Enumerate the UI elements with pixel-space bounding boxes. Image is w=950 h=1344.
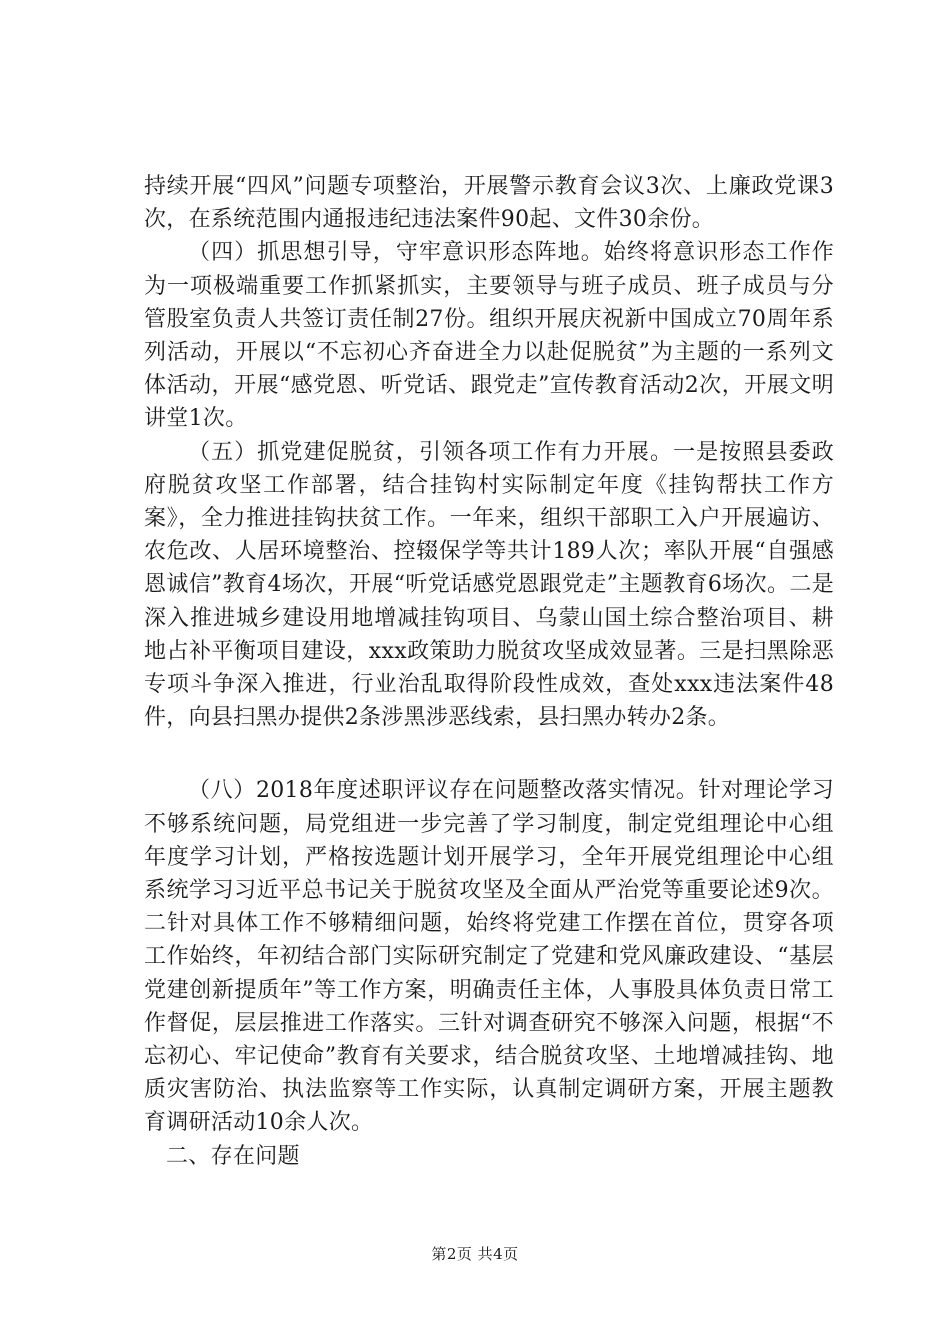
- paragraph-section-five: （五）抓党建促脱贫，引领各项工作有力开展。一是按照县委政府脱贫攻坚工作部署，结合挂钩村实际制定年度《挂钩帮扶工作方案》，全力推进挂钩扶贫工作。一年来，组织干部职工入户开展遍访、农危改、人居环境整治、控辍保学等共计189人次；率队开展“自强感恩诚信”教育4场次，开展“听党话感党恩跟党走”主题教育6场次。二是深入推进城乡建设用地增减挂钩项目、乌蒙山国土综合整治项目、耕地占补平衡项目建设，xxx政策助力脱贫攻坚成效显著。三是扫黑除恶专项斗争深入推进，行业治乱取得阶段性成效，查处xxx违法案件48件，向县扫黑办提供2条涉黑涉恶线索，县扫黑办转办2条。: [144, 439, 834, 731]
- paragraph-continuation: 持续开展“四风”问题专项整治，开展警示教育会议3次、上廉政党课3次，在系统范围内通报违纪违法案件90起、文件30余份。: [144, 174, 834, 233]
- paragraph-section-eight: （八）2018年度述职评议存在问题整改落实情况。针对理论学习不够系统问题，局党组进一步完善了学习制度，制定党组理论中心组年度学习计划，严格按选题计划开展学习，全年开展党组理论中心组系统学习习近平总书记关于脱贫攻坚及全面从严治党等重要论述9次。二针对具体工作不够精细问题，始终将党建工作摆在首位，贯穿各项工作始终，年初结合部门实际研究制定了党建和党风廉政建设、“基层党建创新提质年”等工作方案，明确责任主体，人事股具体负责日常工作督促，层层推进工作落实。三针对调查研究不够深入问题，根据“不忘初心、牢记使命”教育有关要求，结合脱贫攻坚、土地增减挂钩、地质灾害防治、执法监察等工作实际，认真制定调研方案，开展主题教育调研活动10余人次。: [144, 778, 834, 1136]
- page-number-footer: 第2页 共4页: [431, 1245, 519, 1263]
- paragraph-section-four: （四）抓思想引导，守牢意识形态阵地。始终将意识形态工作作为一项极端重要工作抓紧抓实，主要领导与班子成员、班子成员与分管股室负责人共签订责任制27份。组织开展庆祝新中国成立70周年系列活动，开展以“不忘初心齐奋进全力以赴促脱贫”为主题的一系列文体活动，开展“感党恩、听党话、跟党走”宣传教育活动2次，开展文明讲堂1次。: [144, 240, 834, 432]
- section-heading-problems: 二、存在问题: [166, 1143, 300, 1169]
- document-body: [144, 170, 834, 1173]
